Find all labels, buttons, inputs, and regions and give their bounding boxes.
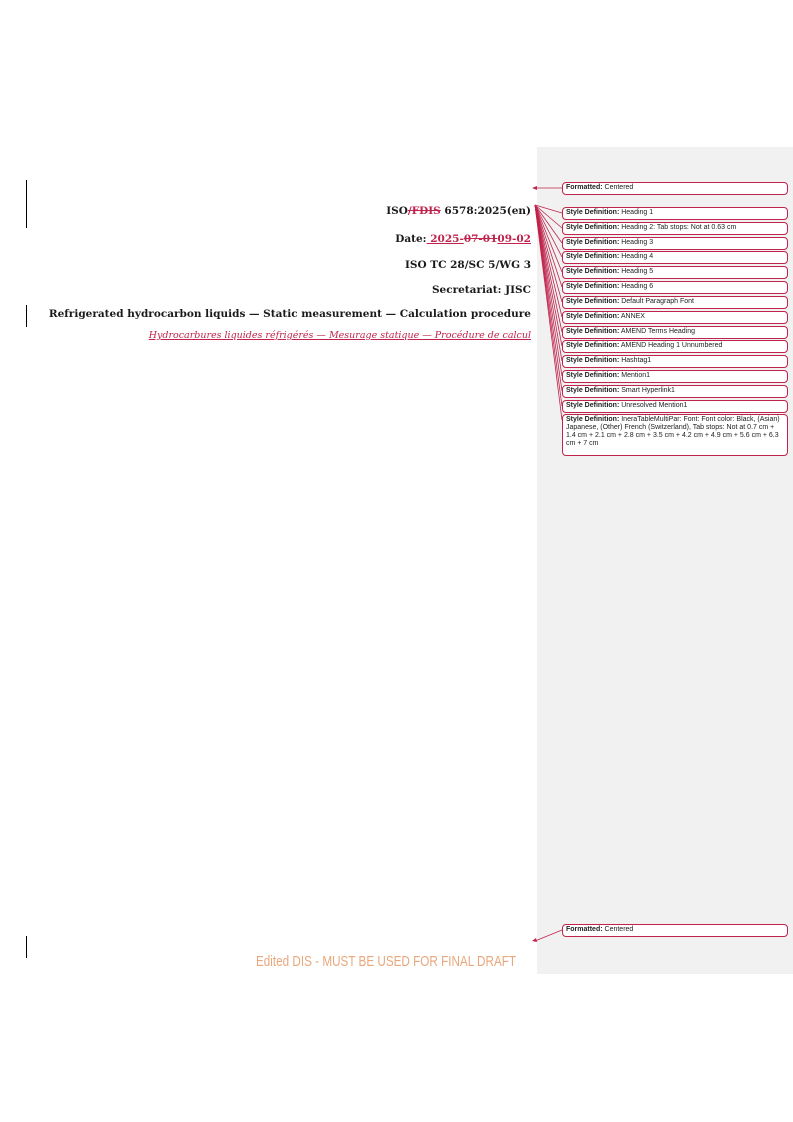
committee-reference: ISO TC 28/SC 5/WG 3 xyxy=(404,259,531,271)
comment-style-definition[interactable]: Style Definition: AMEND Heading 1 Unnumbered xyxy=(562,340,788,353)
comment-style-definition[interactable]: Style Definition: Smart Hyperlink1 xyxy=(562,385,788,398)
document-number: ISO/FDIS 6578:2025(en) xyxy=(386,205,531,217)
comment-style-definition[interactable]: Style Definition: Hashtag1 xyxy=(562,355,788,368)
comment-style-definition[interactable]: Style Definition: Heading 4 xyxy=(562,251,788,264)
comment-style-definition[interactable]: Style Definition: Heading 1 xyxy=(562,207,788,220)
comment-style-definition[interactable]: Style Definition: IneraTableMultiPar: Font: Font color: Black, (Asian) Japanese, (Other) French (Switzerland), Tab stops: Not at 0.7 cm + 1.4 cm + 2.1 cm + 2.8 cm + 3.5 cm + 4.2 cm + 4.9 cm + 5.6 cm + 6.3 cm + 7 cm xyxy=(562,414,788,456)
comment-style-definition[interactable]: Style Definition: Unresolved Mention1 xyxy=(562,400,788,413)
document-title-fr: Hydrocarbures liquides réfrigérés — Mesurage statique — Procédure de calcul xyxy=(148,330,531,341)
comment-style-definition[interactable]: Style Definition: Heading 5 xyxy=(562,266,788,279)
comment-style-definition[interactable]: Style Definition: Heading 2: Tab stops: Not at 0.63 cm xyxy=(562,222,788,235)
change-bar xyxy=(26,305,27,327)
change-bar xyxy=(26,180,27,228)
comment-style-definition[interactable]: Style Definition: AMEND Terms Heading xyxy=(562,326,788,339)
document-date: Date: 2025-07-0109-02 xyxy=(395,233,531,245)
comment-style-definition[interactable]: Style Definition: Mention1 xyxy=(562,370,788,383)
comment-style-definition[interactable]: Style Definition: Default Paragraph Font xyxy=(562,296,788,309)
comment-style-definition[interactable]: Style Definition: Heading 3 xyxy=(562,237,788,250)
comment-style-definition[interactable]: Style Definition: Heading 6 xyxy=(562,281,788,294)
change-bar xyxy=(26,936,27,958)
secretariat: Secretariat: JISC xyxy=(431,284,531,296)
comment-formatted-centered[interactable]: Formatted: Centered xyxy=(562,924,788,937)
watermark: Edited DIS - MUST BE USED FOR FINAL DRAFT xyxy=(256,953,517,970)
document-title-en: Refrigerated hydrocarbon liquids — Static measurement — Calculation procedure xyxy=(48,308,531,320)
comment-style-definition[interactable]: Style Definition: ANNEX xyxy=(562,311,788,324)
comment-formatted-centered[interactable]: Formatted: Centered xyxy=(562,182,788,195)
